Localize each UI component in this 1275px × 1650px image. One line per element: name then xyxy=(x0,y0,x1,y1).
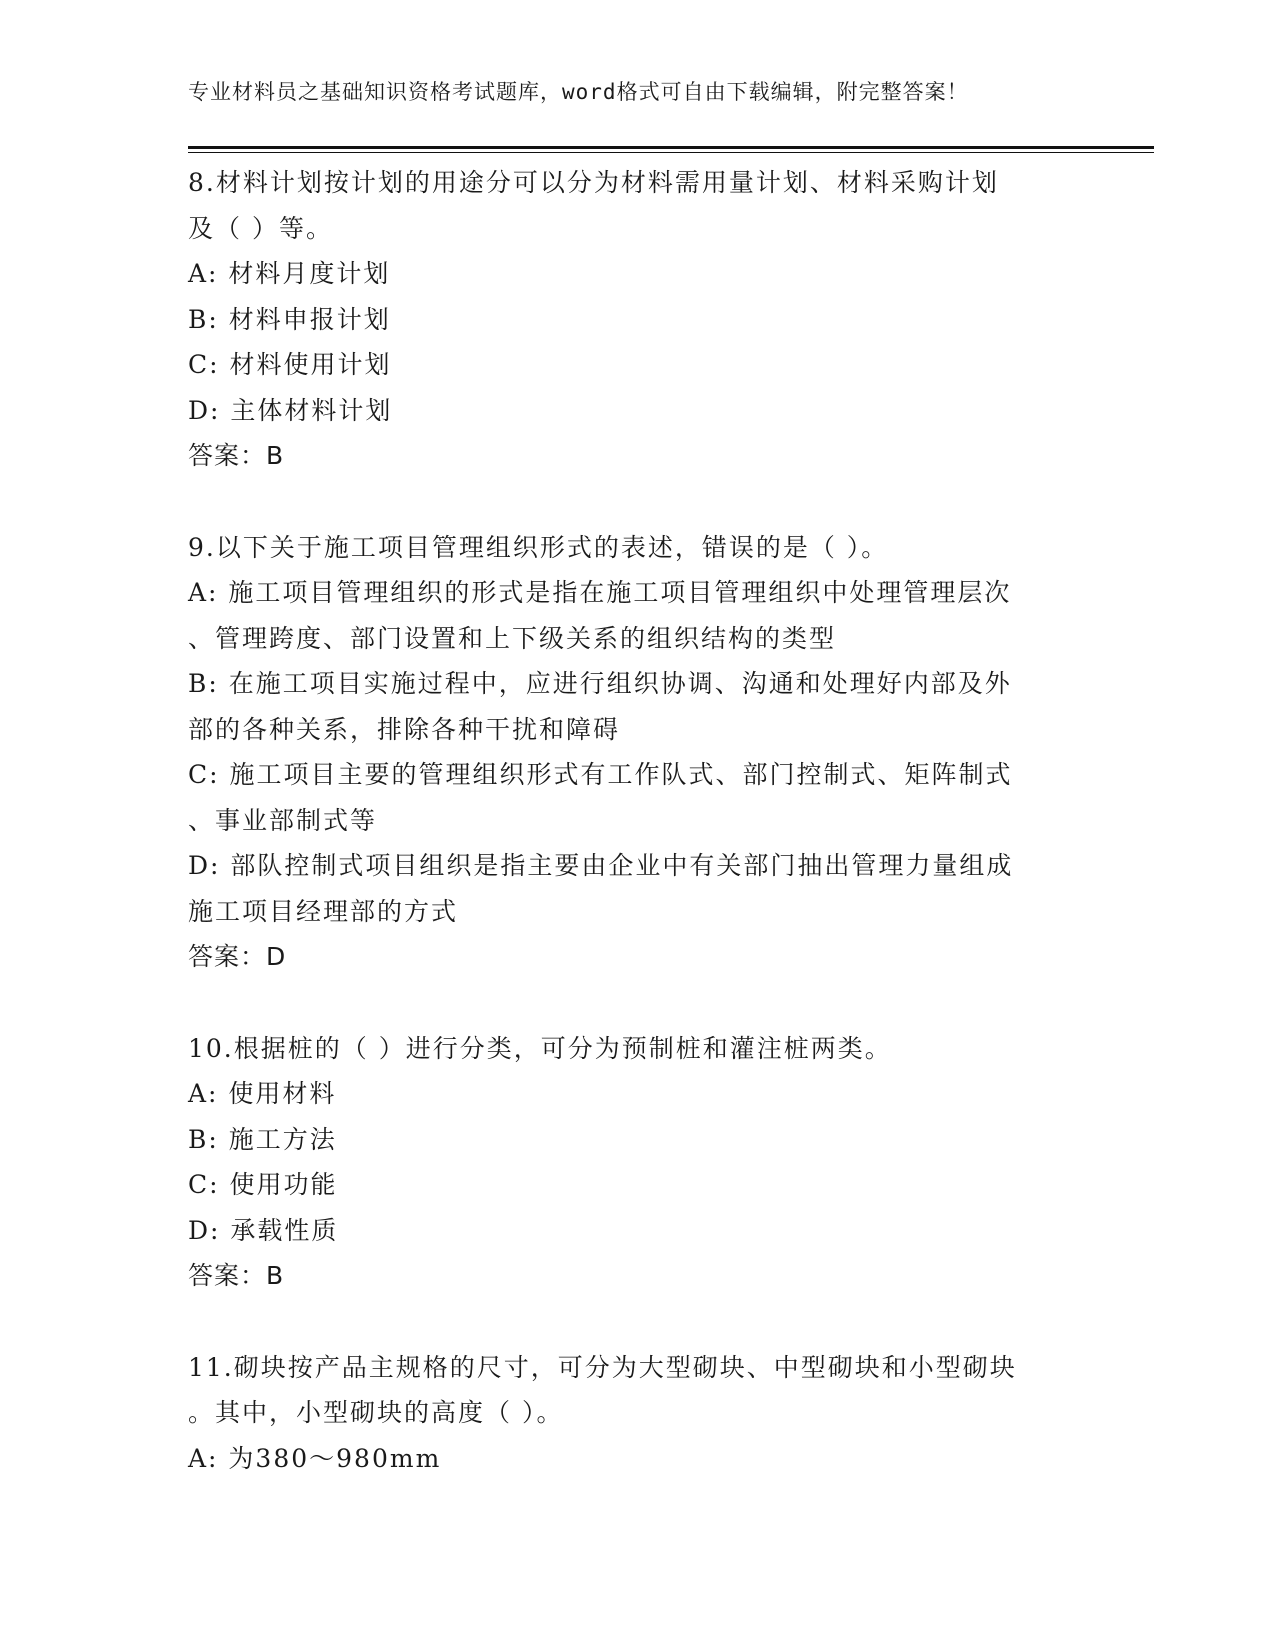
answer-option: B: 施工方法 xyxy=(188,1124,337,1154)
question-block xyxy=(188,1345,1078,1482)
answer-option: D: 主体材料计划 xyxy=(188,395,393,425)
question-stem: 10.根据桩的（ ）进行分类，可分为预制桩和灌注桩两类。 xyxy=(188,1033,892,1063)
answer-option: A: 为380～980mm xyxy=(188,1443,442,1473)
question-stem: 。其中，小型砌块的高度（ ）。 xyxy=(188,1398,564,1427)
answer-option: C: 施工项目主要的管理组织形式有工作队式、部门控制式、矩阵制式 xyxy=(188,760,1013,789)
question-spacer xyxy=(188,479,1078,525)
answer-option: 施工项目经理部的方式 xyxy=(188,896,459,926)
answer-option: A: 施工项目管理组织的形式是指在施工项目管理组织中处理管理层次 xyxy=(188,578,1012,607)
question-stem: 8.材料计划按计划的用途分可以分为材料需用量计划、材料采购计划 xyxy=(188,168,999,197)
answer-option: C: 使用功能 xyxy=(188,1170,338,1199)
question-spacer xyxy=(188,1299,1078,1345)
answer-option: C: 材料使用计划 xyxy=(188,350,392,379)
answer-key: 答案：D xyxy=(188,942,287,971)
answer-key: 答案：B xyxy=(188,1261,285,1290)
question-block xyxy=(188,160,1078,479)
answer-key: 答案：B xyxy=(188,441,285,470)
header-rule-thick xyxy=(188,146,1154,149)
answer-option: A: 材料月度计划 xyxy=(188,259,391,288)
question-stem: 9.以下关于施工项目管理组织形式的表述，错误的是（ ）。 xyxy=(188,532,889,562)
question-spacer xyxy=(188,980,1078,1026)
page-header: 专业材料员之基础知识资格考试题库，word格式可自由下载编辑，附完整答案！ xyxy=(188,80,969,104)
answer-option: B: 在施工项目实施过程中，应进行组织协调、沟通和处理好内部及外 xyxy=(188,669,1012,698)
answer-option: D: 承载性质 xyxy=(188,1215,339,1245)
question-block xyxy=(188,525,1078,980)
answer-option: D: 部队控制式项目组织是指主要由企业中有关部门抽出管理力量组成 xyxy=(188,851,1014,880)
answer-option: 部的各种关系，排除各种干扰和障碍 xyxy=(188,714,621,744)
question-stem: 11.砌块按产品主规格的尺寸，可分为大型砌块、中型砌块和小型砌块 xyxy=(188,1352,1017,1382)
answer-option: 、事业部制式等 xyxy=(188,805,378,835)
answer-option: B: 材料申报计划 xyxy=(188,304,391,334)
question-block xyxy=(188,1026,1078,1299)
header-rule-thin xyxy=(188,152,1154,153)
answer-option: A: 使用材料 xyxy=(188,1079,337,1108)
question-stem: 及（ ）等。 xyxy=(188,213,333,243)
answer-option: 、管理跨度、部门设置和上下级关系的组织结构的类型 xyxy=(188,623,837,653)
question-list xyxy=(188,160,1078,1481)
